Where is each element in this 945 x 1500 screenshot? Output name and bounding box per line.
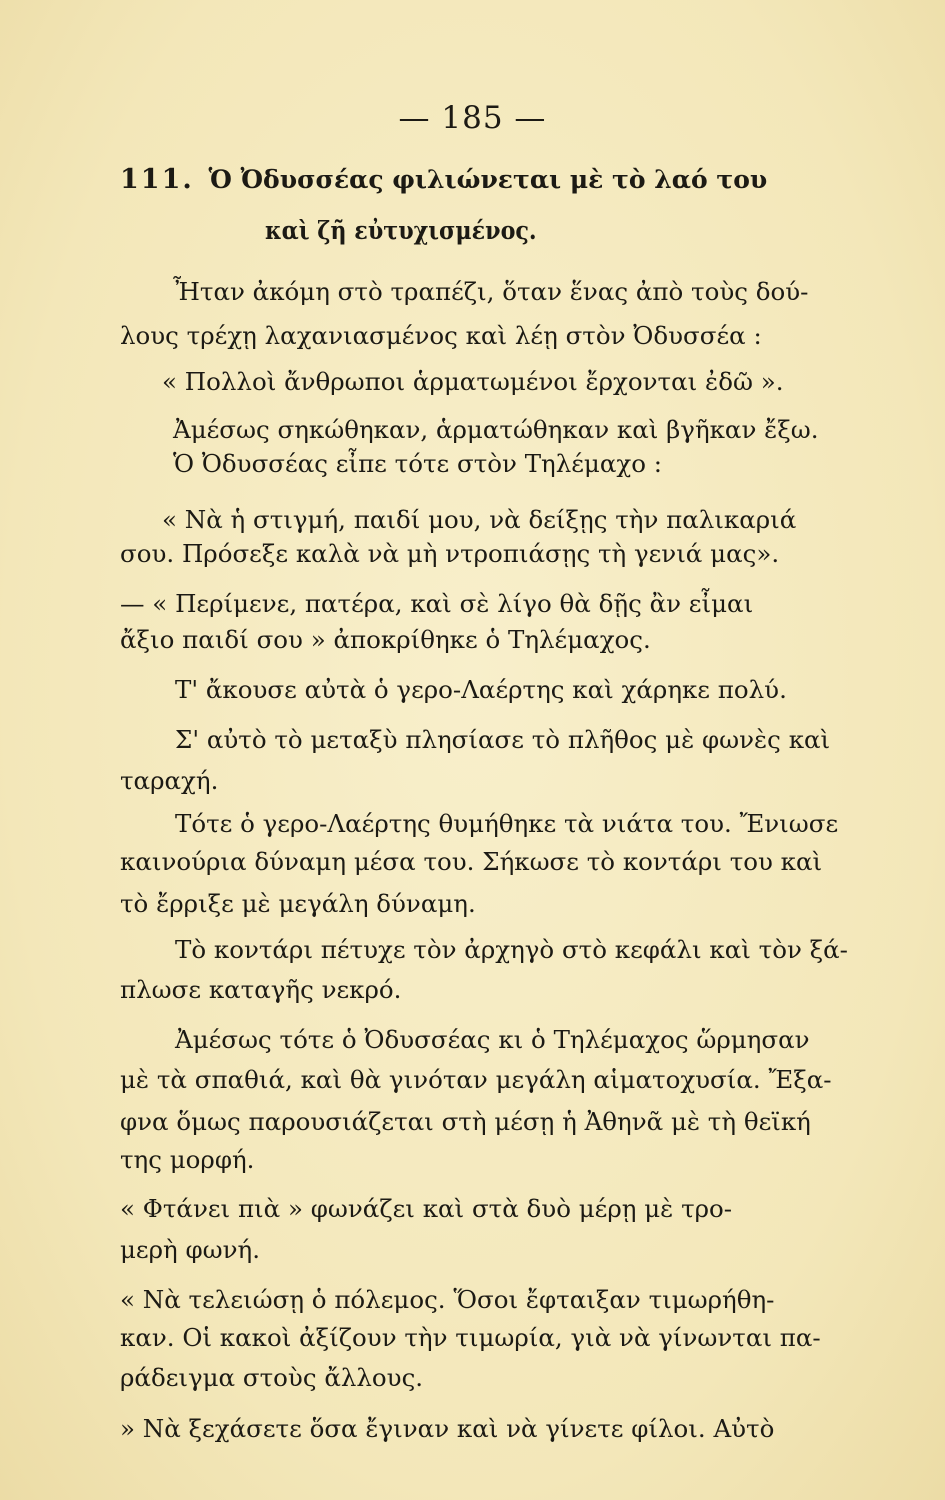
text-line: — « Περίμενε, πατέρα, καὶ σὲ λίγο θὰ δῇς ἂν εἶμαι	[120, 589, 754, 618]
text-line: « Νὰ ἡ στιγμή, παιδί μου, νὰ δείξῃς τὴν παλικαριά	[162, 505, 797, 534]
text-line: « Φτάνει πιὰ » φωνάζει καὶ στὰ δυὸ μέρῃ μὲ τρο-	[120, 1194, 733, 1223]
text-line: Τὸ κοντάρι πέτυχε τὸν ἀρχηγὸ στὸ κεφάλι καὶ τὸν ξά-	[175, 935, 848, 964]
text-line: Ὁ Ὀδυσσέας εἶπε τότε στὸν Τηλέμαχο :	[173, 449, 663, 478]
chapter-number: 111.	[120, 164, 194, 195]
text-line: καν. Οἱ κακοὶ ἀξίζουν τὴν τιμωρία, γιὰ νὰ γίνωνται πα-	[120, 1323, 821, 1352]
text-line: Σ' αὐτὸ τὸ μεταξὺ πλησίασε τὸ πλῆθος μὲ φωνὲς καὶ	[175, 725, 831, 754]
text-line: μὲ τὰ σπαθιά, καὶ θὰ γινόταν μεγάλη αἱματοχυσία. Ἔξα-	[120, 1065, 832, 1094]
text-line: πλωσε καταγῆς νεκρό.	[120, 975, 402, 1004]
chapter-title: Ὁ Ὀδυσσέας φιλιώνεται μὲ τὸ λαό του	[208, 165, 768, 194]
text-line: ράδειγμα στοὺς ἄλλους.	[120, 1363, 424, 1392]
text-line: καινούρια δύναμη μέσα του. Σήκωσε τὸ κοντάρι του καὶ	[120, 847, 823, 876]
text-line: φνα ὅμως παρουσιάζεται στὴ μέσῃ ἡ Ἀθηνᾶ μὲ τὴ θεϊκή	[120, 1107, 811, 1136]
text-line: Τότε ὁ γερο-Λαέρτης θυμήθηκε τὰ νιάτα του. Ἔνιωσε	[175, 809, 839, 838]
text-line: τὸ ἔρριξε μὲ μεγάλη δύναμη.	[120, 889, 476, 918]
text-line: μερὴ φωνή.	[120, 1235, 260, 1264]
text-line: « Πολλοὶ ἄνθρωποι ἁρματωμένοι ἔρχονται ἐδῶ ».	[162, 367, 784, 396]
text-line: Τ' ἄκουσε αὐτὰ ὁ γερο-Λαέρτης καὶ χάρηκε πολύ.	[175, 675, 787, 704]
text-line: λους τρέχῃ λαχανιασμένος καὶ λέῃ στὸν Ὀδυσσέα :	[120, 321, 762, 350]
text-line: της μορφή.	[120, 1145, 255, 1174]
text-line: ταραχή.	[120, 766, 219, 795]
chapter-heading-line-1	[120, 164, 840, 195]
chapter-heading-line-2: καὶ ζῆ εὐτυχισμένος.	[265, 216, 537, 245]
text-line: Ἦταν ἀκόμη στὸ τραπέζι, ὅταν ἕνας ἀπὸ τοὺς δού-	[173, 277, 809, 306]
text-line: Ἀμέσως σηκώθηκαν, ἁρματώθηκαν καὶ βγῆκαν ἔξω.	[173, 415, 819, 444]
page-number: — 185 —	[398, 100, 547, 136]
text-line: σου. Πρόσεξε καλὰ νὰ μὴ ντροπιάσῃς τὴ γενιά μας».	[120, 539, 780, 568]
text-line: « Νὰ τελειώσῃ ὁ πόλεμος. Ὅσοι ἔφταιξαν τιμωρήθη-	[120, 1285, 775, 1314]
text-line: » Νὰ ξεχάσετε ὅσα ἔγιναν καὶ νὰ γίνετε φίλοι. Αὐτὸ	[120, 1414, 775, 1443]
text-line: ἄξιο παιδί σου » ἀποκρίθηκε ὁ Τηλέμαχος.	[120, 625, 651, 654]
text-line: Ἀμέσως τότε ὁ Ὀδυσσέας κι ὁ Τηλέμαχος ὥρμησαν	[175, 1025, 810, 1054]
